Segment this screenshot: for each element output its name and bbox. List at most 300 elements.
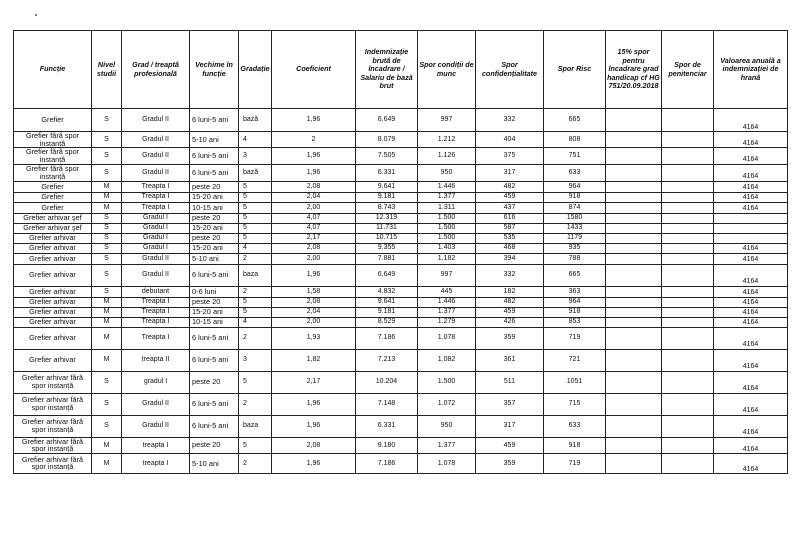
spor-penitenciar-cell (662, 243, 714, 253)
header-indemnizatie: Indemnizație brută de încadrare / Salariu de bază brut (356, 31, 418, 109)
salary-table (13, 30, 788, 474)
spor-risc-cell: 633 (544, 164, 606, 181)
hrana-cell: 4164 (714, 148, 788, 164)
hrana-cell: 4164 (714, 192, 788, 202)
spor-risc-cell: 633 (544, 415, 606, 437)
spor-risc-cell: 918 (544, 437, 606, 453)
spor-handicap-cell (606, 286, 662, 297)
grad-cell: treapta I (122, 453, 190, 473)
spor-penitenciar-cell (662, 233, 714, 243)
functie-cell: Grefier arhivar şef (14, 223, 92, 233)
gradatie-cell: baza (239, 415, 272, 437)
spor-penitenciar-cell (662, 415, 714, 437)
indemnizatie-cell: 9.641 (356, 181, 418, 192)
functie-cell: Grefier (14, 202, 92, 213)
spor-penitenciar-cell (662, 317, 714, 327)
grad-cell: Gradul I (122, 243, 190, 253)
hrana-cell: 4164 (714, 253, 788, 264)
vechime-cell: 15-20 ani (190, 243, 239, 253)
indemnizatie-cell: 6.649 (356, 109, 418, 132)
spor-confidentialitate-cell: 482 (476, 181, 544, 192)
table-row (14, 181, 788, 192)
nivel-cell: S (92, 233, 122, 243)
indemnizatie-cell: 6.649 (356, 264, 418, 286)
functie-cell: Grefier arhivar fără spor instanță (14, 437, 92, 453)
spor-penitenciar-cell (662, 453, 714, 473)
spor-confidentialitate-cell: 361 (476, 349, 544, 371)
coeficient-cell: 2,17 (272, 371, 356, 393)
table-row (14, 437, 788, 453)
indemnizatie-cell: 8.743 (356, 202, 418, 213)
hrana-cell (714, 223, 788, 233)
spor-penitenciar-cell (662, 437, 714, 453)
nivel-cell: S (92, 223, 122, 233)
hrana-cell: 4164 (714, 286, 788, 297)
hrana-cell: 4164 (714, 243, 788, 253)
spor-handicap-cell (606, 264, 662, 286)
spor-conditii-cell: 1.403 (418, 243, 476, 253)
hrana-cell: 4164 (714, 264, 788, 286)
vechime-cell: peste 20 (190, 213, 239, 223)
table-row (14, 109, 788, 132)
gradatie-cell: 3 (239, 148, 272, 164)
spor-risc-cell: 665 (544, 264, 606, 286)
grad-cell: treapta I (122, 437, 190, 453)
functie-cell: Grefier arhivar (14, 349, 92, 371)
hrana-cell: 4164 (714, 202, 788, 213)
gradatie-cell: 2 (239, 286, 272, 297)
spor-penitenciar-cell (662, 213, 714, 223)
functie-cell: Grefier arhivar (14, 243, 92, 253)
indemnizatie-cell: 9.180 (356, 437, 418, 453)
grad-cell: Gradul II (122, 393, 190, 415)
indemnizatie-cell: 10.715 (356, 233, 418, 243)
gradatie-cell: 5 (239, 233, 272, 243)
spor-confidentialitate-cell: 394 (476, 253, 544, 264)
coeficient-cell: 2,04 (272, 307, 356, 317)
indemnizatie-cell: 9.641 (356, 297, 418, 307)
header-spor-risc: Spor Risc (544, 31, 606, 109)
hrana-cell: 4164 (714, 415, 788, 437)
functie-cell: Grefier arhivar (14, 317, 92, 327)
spor-risc-cell: 918 (544, 307, 606, 317)
spor-confidentialitate-cell: 359 (476, 453, 544, 473)
hrana-cell: 4164 (714, 132, 788, 148)
spor-penitenciar-cell (662, 202, 714, 213)
spor-conditii-cell: 1.182 (418, 253, 476, 264)
header-hrana: Valoarea anuală a indemnizației de hrană (714, 31, 788, 109)
spor-conditii-cell: 950 (418, 164, 476, 181)
nivel-cell: M (92, 317, 122, 327)
spor-risc-cell: 808 (544, 132, 606, 148)
spor-confidentialitate-cell: 511 (476, 371, 544, 393)
indemnizatie-cell: 4.832 (356, 286, 418, 297)
spor-penitenciar-cell (662, 297, 714, 307)
gradatie-cell: 5 (239, 213, 272, 223)
coeficient-cell: 2,08 (272, 437, 356, 453)
functie-cell: Grefier fără spor instanță (14, 148, 92, 164)
spor-confidentialitate-cell: 375 (476, 148, 544, 164)
indemnizatie-cell: 9.181 (356, 192, 418, 202)
nivel-cell: M (92, 437, 122, 453)
functie-cell: Grefier arhivar (14, 233, 92, 243)
spor-confidentialitate-cell: 535 (476, 233, 544, 243)
functie-cell: Grefier (14, 181, 92, 192)
spor-conditii-cell: 1.500 (418, 213, 476, 223)
spor-confidentialitate-cell: 359 (476, 327, 544, 349)
spor-risc-cell: 715 (544, 393, 606, 415)
spor-handicap-cell (606, 243, 662, 253)
coeficient-cell: 2,08 (272, 181, 356, 192)
table-row (14, 286, 788, 297)
header-coeficient: Coeficient (272, 31, 356, 109)
gradatie-cell: 4 (239, 132, 272, 148)
grad-cell: Gradul II (122, 253, 190, 264)
spor-risc-cell: 719 (544, 327, 606, 349)
spor-penitenciar-cell (662, 109, 714, 132)
table-row (14, 243, 788, 253)
gradatie-cell: 3 (239, 349, 272, 371)
vechime-cell: 15-20 ani (190, 307, 239, 317)
spor-risc-cell: 1179 (544, 233, 606, 243)
spor-handicap-cell (606, 233, 662, 243)
vechime-cell: 6 luni-5 ani (190, 109, 239, 132)
nivel-cell: S (92, 213, 122, 223)
grad-cell: gradul I (122, 371, 190, 393)
header-spor-conditii: Spor condiții de munc (418, 31, 476, 109)
grad-cell: Gradul II (122, 148, 190, 164)
functie-cell: Grefier arhivar (14, 327, 92, 349)
spor-risc-cell: 719 (544, 453, 606, 473)
grad-cell: Gradul I (122, 233, 190, 243)
spor-conditii-cell: 1.082 (418, 349, 476, 371)
hrana-cell: 4164 (714, 393, 788, 415)
nivel-cell: M (92, 307, 122, 317)
spor-risc-cell: 665 (544, 109, 606, 132)
gradatie-cell: 4 (239, 243, 272, 253)
grad-cell: Treapta I (122, 297, 190, 307)
gradatie-cell: 5 (239, 223, 272, 233)
hrana-cell: 4164 (714, 437, 788, 453)
spor-confidentialitate-cell: 587 (476, 223, 544, 233)
gradatie-cell: 2 (239, 453, 272, 473)
spor-confidentialitate-cell: 357 (476, 393, 544, 415)
spor-penitenciar-cell (662, 264, 714, 286)
nivel-cell: S (92, 148, 122, 164)
spor-risc-cell: 721 (544, 349, 606, 371)
spor-conditii-cell: 1.126 (418, 148, 476, 164)
spor-handicap-cell (606, 371, 662, 393)
coeficient-cell: 4,07 (272, 213, 356, 223)
functie-cell: Grefier arhivar fără spor instanță (14, 371, 92, 393)
coeficient-cell: 1,96 (272, 164, 356, 181)
spor-risc-cell: 874 (544, 202, 606, 213)
spor-handicap-cell (606, 415, 662, 437)
coeficient-cell: 2 (272, 132, 356, 148)
spor-handicap-cell (606, 253, 662, 264)
spor-confidentialitate-cell: 332 (476, 109, 544, 132)
hrana-cell (714, 233, 788, 243)
gradatie-cell: 2 (239, 393, 272, 415)
grad-cell: treapta II (122, 349, 190, 371)
spor-handicap-cell (606, 164, 662, 181)
coeficient-cell: 1,96 (272, 109, 356, 132)
spor-risc-cell: 1580 (544, 213, 606, 223)
indemnizatie-cell: 12.319 (356, 213, 418, 223)
indemnizatie-cell: 8.529 (356, 317, 418, 327)
spor-conditii-cell: 1.377 (418, 192, 476, 202)
functie-cell: Grefier (14, 192, 92, 202)
functie-cell: Grefier arhivar (14, 297, 92, 307)
indemnizatie-cell: 7.186 (356, 453, 418, 473)
vechime-cell: 6 luni-5 ani (190, 393, 239, 415)
table-header-row (14, 31, 788, 109)
nivel-cell: M (92, 192, 122, 202)
header-spor-penitenciar: Spor de penitenciar (662, 31, 714, 109)
spor-risc-cell: 964 (544, 181, 606, 192)
spor-penitenciar-cell (662, 148, 714, 164)
functie-cell: Grefier fără spor instanță (14, 132, 92, 148)
spor-handicap-cell (606, 148, 662, 164)
grad-cell: Treapta I (122, 327, 190, 349)
spor-confidentialitate-cell: 317 (476, 415, 544, 437)
vechime-cell: 15-20 ani (190, 223, 239, 233)
table-row (14, 192, 788, 202)
grad-cell: debutant (122, 286, 190, 297)
indemnizatie-cell: 7.186 (356, 327, 418, 349)
spor-confidentialitate-cell: 332 (476, 264, 544, 286)
vechime-cell: 6 luni-5 ani (190, 349, 239, 371)
functie-cell: Grefier arhivar (14, 253, 92, 264)
hrana-cell: 4164 (714, 349, 788, 371)
spor-penitenciar-cell (662, 286, 714, 297)
coeficient-cell: 1,96 (272, 148, 356, 164)
spor-conditii-cell: 1.446 (418, 181, 476, 192)
functie-cell: Grefier fără spor instanță (14, 164, 92, 181)
hrana-cell: 4164 (714, 109, 788, 132)
table-row (14, 371, 788, 393)
vechime-cell: 6 luni-5 ani (190, 164, 239, 181)
spor-handicap-cell (606, 297, 662, 307)
nivel-cell: M (92, 297, 122, 307)
spor-handicap-cell (606, 213, 662, 223)
spor-confidentialitate-cell: 182 (476, 286, 544, 297)
spor-penitenciar-cell (662, 307, 714, 317)
table-row (14, 393, 788, 415)
spor-risc-cell: 1051 (544, 371, 606, 393)
grad-cell: Treapta I (122, 307, 190, 317)
vechime-cell: peste 20 (190, 297, 239, 307)
header-functie: Funcție (14, 31, 92, 109)
gradatie-cell: bază (239, 164, 272, 181)
spor-handicap-cell (606, 307, 662, 317)
hrana-cell: 4164 (714, 317, 788, 327)
nivel-cell: S (92, 243, 122, 253)
grad-cell: Gradul II (122, 164, 190, 181)
vechime-cell: 15-20 ani (190, 192, 239, 202)
nivel-cell: S (92, 286, 122, 297)
nivel-cell: S (92, 109, 122, 132)
vechime-cell: 10-15 ani (190, 202, 239, 213)
indemnizatie-cell: 9.355 (356, 243, 418, 253)
spor-penitenciar-cell (662, 371, 714, 393)
table-row (14, 307, 788, 317)
coeficient-cell: 1,96 (272, 415, 356, 437)
spor-penitenciar-cell (662, 327, 714, 349)
indemnizatie-cell: 11.731 (356, 223, 418, 233)
coeficient-cell: 2,08 (272, 243, 356, 253)
spor-conditii-cell: 997 (418, 109, 476, 132)
nivel-cell: M (92, 327, 122, 349)
spor-risc-cell: 788 (544, 253, 606, 264)
indemnizatie-cell: 9.181 (356, 307, 418, 317)
gradatie-cell: 2 (239, 253, 272, 264)
nivel-cell: M (92, 181, 122, 192)
vechime-cell: 6 luni-5 ani (190, 148, 239, 164)
nivel-cell: S (92, 415, 122, 437)
vechime-cell: peste 20 (190, 437, 239, 453)
gradatie-cell: baza (239, 264, 272, 286)
table-row (14, 253, 788, 264)
vechime-cell: 5-10 ani (190, 453, 239, 473)
functie-cell: Grefier arhivar şef (14, 213, 92, 223)
table-row (14, 132, 788, 148)
vechime-cell: 6 luni-5 ani (190, 415, 239, 437)
table-row (14, 415, 788, 437)
nivel-cell: M (92, 202, 122, 213)
indemnizatie-cell: 10.204 (356, 371, 418, 393)
grad-cell: Treapta I (122, 192, 190, 202)
spor-confidentialitate-cell: 459 (476, 192, 544, 202)
header-spor-handicap: 15% spor pentru încadrare grad handicap cf HG 751/20.09.2018 (606, 31, 662, 109)
hrana-cell: 4164 (714, 181, 788, 192)
grad-cell: Gradul II (122, 415, 190, 437)
spor-penitenciar-cell (662, 223, 714, 233)
scan-speck (35, 14, 37, 16)
vechime-cell: 6 luni-5 ani (190, 264, 239, 286)
spor-conditii-cell: 445 (418, 286, 476, 297)
coeficient-cell: 1,58 (272, 286, 356, 297)
spor-conditii-cell: 1.078 (418, 453, 476, 473)
hrana-cell: 4164 (714, 307, 788, 317)
grad-cell: Treapta I (122, 317, 190, 327)
gradatie-cell: 5 (239, 437, 272, 453)
coeficient-cell: 2,00 (272, 253, 356, 264)
spor-risc-cell: 363 (544, 286, 606, 297)
indemnizatie-cell: 7.148 (356, 393, 418, 415)
functie-cell: Grefier arhivar (14, 264, 92, 286)
table-row (14, 164, 788, 181)
spor-handicap-cell (606, 453, 662, 473)
gradatie-cell: 5 (239, 297, 272, 307)
coeficient-cell: 2,00 (272, 317, 356, 327)
hrana-cell (714, 213, 788, 223)
table-row (14, 213, 788, 223)
spor-conditii-cell: 1.500 (418, 371, 476, 393)
spor-conditii-cell: 1.078 (418, 327, 476, 349)
vechime-cell: 6 luni-5 ani (190, 327, 239, 349)
spor-conditii-cell: 1.377 (418, 437, 476, 453)
vechime-cell: 10-15 ani (190, 317, 239, 327)
spor-conditii-cell: 1.311 (418, 202, 476, 213)
coeficient-cell: 1,82 (272, 349, 356, 371)
spor-conditii-cell: 1.500 (418, 233, 476, 243)
spor-conditii-cell: 1.212 (418, 132, 476, 148)
grad-cell: Treapta I (122, 181, 190, 192)
spor-handicap-cell (606, 109, 662, 132)
grad-cell: Gradul II (122, 264, 190, 286)
gradatie-cell: 2 (239, 327, 272, 349)
table-row (14, 297, 788, 307)
spor-penitenciar-cell (662, 393, 714, 415)
vechime-cell: peste 20 (190, 371, 239, 393)
nivel-cell: S (92, 393, 122, 415)
table-row (14, 148, 788, 164)
gradatie-cell: 5 (239, 371, 272, 393)
hrana-cell: 4164 (714, 164, 788, 181)
spor-penitenciar-cell (662, 349, 714, 371)
spor-confidentialitate-cell: 404 (476, 132, 544, 148)
spor-risc-cell: 1433 (544, 223, 606, 233)
gradatie-cell: bază (239, 109, 272, 132)
grad-cell: Gradul I (122, 213, 190, 223)
nivel-cell: S (92, 164, 122, 181)
spor-handicap-cell (606, 393, 662, 415)
spor-penitenciar-cell (662, 192, 714, 202)
spor-penitenciar-cell (662, 132, 714, 148)
coeficient-cell: 1,96 (272, 453, 356, 473)
vechime-cell: peste 20 (190, 233, 239, 243)
header-spor-confidentialitate: Spor confidențialitate (476, 31, 544, 109)
spor-handicap-cell (606, 317, 662, 327)
indemnizatie-cell: 6.331 (356, 415, 418, 437)
hrana-cell: 4164 (714, 327, 788, 349)
grad-cell: Gradul II (122, 132, 190, 148)
spor-conditii-cell: 997 (418, 264, 476, 286)
spor-confidentialitate-cell: 317 (476, 164, 544, 181)
spor-handicap-cell (606, 327, 662, 349)
table-row (14, 327, 788, 349)
indemnizatie-cell: 7.213 (356, 349, 418, 371)
vechime-cell: 5-10 ani (190, 132, 239, 148)
header-vechime: Vechime în funcție (190, 31, 239, 109)
spor-handicap-cell (606, 192, 662, 202)
spor-penitenciar-cell (662, 164, 714, 181)
nivel-cell: S (92, 264, 122, 286)
gradatie-cell: 4 (239, 317, 272, 327)
spor-confidentialitate-cell: 459 (476, 307, 544, 317)
spor-conditii-cell: 950 (418, 415, 476, 437)
table-row (14, 223, 788, 233)
indemnizatie-cell: 7.881 (356, 253, 418, 264)
spor-confidentialitate-cell: 616 (476, 213, 544, 223)
spor-confidentialitate-cell: 482 (476, 297, 544, 307)
spor-confidentialitate-cell: 459 (476, 437, 544, 453)
functie-cell: Grefier arhivar fără spor instanță (14, 393, 92, 415)
vechime-cell: peste 20 (190, 181, 239, 192)
nivel-cell: S (92, 132, 122, 148)
functie-cell: Grefier arhivar fără spor instanță (14, 453, 92, 473)
nivel-cell: S (92, 253, 122, 264)
coeficient-cell: 2,08 (272, 297, 356, 307)
spor-penitenciar-cell (662, 253, 714, 264)
header-gradatie: Gradație (239, 31, 272, 109)
spor-handicap-cell (606, 437, 662, 453)
table-row (14, 453, 788, 473)
spor-handicap-cell (606, 132, 662, 148)
spor-risc-cell: 751 (544, 148, 606, 164)
functie-cell: Grefier arhivar fără spor instanță (14, 415, 92, 437)
